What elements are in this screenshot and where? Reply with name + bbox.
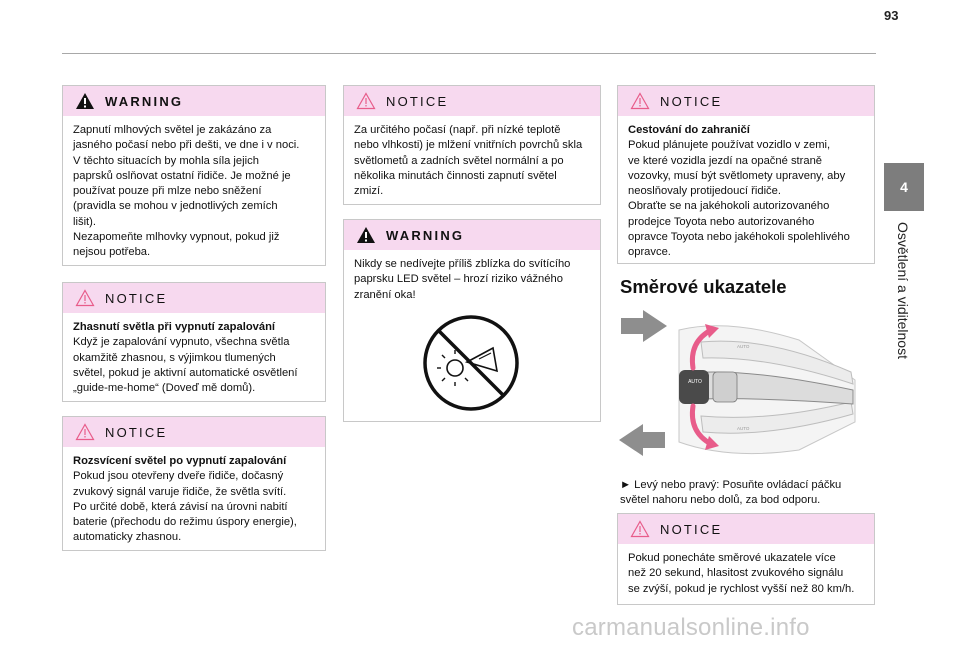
text-line: Když je zapalování vypnuto, všechna světla <box>73 336 290 349</box>
do-not-look-at-led-icon <box>421 313 521 413</box>
notice-label: NOTICE <box>386 93 449 109</box>
text-line: ► Levý nebo pravý: Posuňte ovládací páčku <box>620 479 842 491</box>
text-line: Obraťte se na jakéhokoli autorizovaného <box>628 200 830 213</box>
text-line: okamžitě zhasnou, s výjimkou tlumených <box>73 351 276 364</box>
text-line: ve které vozidla jezdí na opačné straně <box>628 154 823 167</box>
text-line: vozovky, musí být světlomety upraveny, aby <box>628 169 846 182</box>
notice-title: Zhasnutí světla při vypnutí zapalování <box>73 321 276 333</box>
notice-icon <box>75 289 95 307</box>
text-line: neoslňovaly protijedoucí řidiče. <box>628 185 781 198</box>
watermark: carmanualsonline.info <box>572 614 810 641</box>
section-title: Směrové ukazatele <box>620 276 787 297</box>
notice-text <box>618 544 874 597</box>
page-number: 93 <box>884 8 899 23</box>
notice-icon <box>356 92 376 110</box>
notice-text <box>618 116 874 261</box>
warning-header <box>344 220 600 250</box>
text-line: lišit). <box>73 215 96 228</box>
text-line: automaticky zhasnou. <box>73 531 182 544</box>
warning-box-led <box>343 219 601 422</box>
text-line: zmizí. <box>354 185 384 198</box>
notice-text <box>63 447 325 546</box>
notice-label: NOTICE <box>105 290 168 306</box>
text-line: Za určitého počasí (např. při nízké teplotě <box>354 124 561 136</box>
warning-text <box>344 250 600 303</box>
notice-box-lights-on <box>62 416 326 551</box>
notice-label: NOTICE <box>660 521 723 537</box>
text-line: se zvýší, pokud je rychlost vyšší než 80 km/h. <box>628 582 855 595</box>
lower-auto-label: AUTO <box>737 426 750 431</box>
text-line: světel, pokud je aktivní automatické osvětlení <box>73 366 298 379</box>
notice-header <box>618 514 874 544</box>
notice-header <box>344 86 600 116</box>
text-line: Po určité době, která závisí na úrovni nabití <box>73 500 288 513</box>
text-line: Nikdy se nedívejte příliš zblízka do svítícího <box>354 258 571 270</box>
text-line: „guide-me-home“ (Doveď mě domů). <box>73 382 256 395</box>
text-line: Pokud plánujete používat vozidlo v zemi, <box>628 139 831 152</box>
text-line: než 20 sekund, hlasitost zvukového signálu <box>628 567 844 580</box>
text-line: prodejce Toyota nebo autorizovaného <box>628 215 815 228</box>
notice-title: Cestování do zahraničí <box>628 124 750 136</box>
notice-header <box>63 417 325 447</box>
notice-text <box>344 116 600 199</box>
chapter-title <box>892 222 914 382</box>
text-line: nebo vlhkosti) je mlžení vnitřních povrchů skla <box>354 139 583 152</box>
text-line: nejsou potřeba. <box>73 246 151 259</box>
text-line: V těchto situacích by mohla síla jejich <box>73 154 259 167</box>
notice-text <box>63 313 325 396</box>
text-line: jasného počasí nebo při dešti, ve dne i v noci. <box>73 139 300 152</box>
stalk-auto-label: AUTO <box>688 379 702 385</box>
figure-caption <box>620 478 870 509</box>
warning-icon <box>75 92 95 110</box>
notice-header <box>618 86 874 116</box>
header-divider <box>62 53 876 54</box>
notice-label: NOTICE <box>660 93 723 109</box>
warning-label: WARNING <box>105 93 184 109</box>
notice-icon <box>75 423 95 441</box>
chapter-tab[interactable]: 4 <box>884 163 924 211</box>
notice-box-ignition-off <box>62 282 326 402</box>
text-line: používat pouze při mlze nebo sněžení <box>73 185 262 198</box>
notice-title: Rozsvícení světel po vypnutí zapalování <box>73 455 287 467</box>
warning-label: WARNING <box>386 227 465 243</box>
text-line: několika minutách činnosti zapnutí světel <box>354 169 557 182</box>
left-direction-arrow-icon <box>619 424 665 456</box>
notice-header <box>63 283 325 313</box>
text-line: opravce. <box>628 246 671 259</box>
text-line: zranění oka! <box>354 288 416 301</box>
text-line: světel nahoru nebo dolů, za bod odporu. <box>620 494 821 507</box>
upper-auto-label: AUTO <box>737 344 750 349</box>
text-line: Nezapomeňte mlhovky vypnout, pokud již <box>73 231 280 244</box>
text-line: (pravidla se mohou v jednotlivých zemích <box>73 200 278 213</box>
notice-icon <box>630 520 650 538</box>
turn-signal-stalk-illustration <box>619 310 875 460</box>
text-line: paprsku LED světel – hrozí riziko vážného <box>354 273 563 286</box>
notice-box-travel-abroad <box>617 85 875 264</box>
notice-label: NOTICE <box>105 424 168 440</box>
notice-box-indicator-sound <box>617 513 875 605</box>
warning-header <box>63 86 325 116</box>
text-line: opravce Toyota nebo jakéhokoli spolehlivého <box>628 231 850 244</box>
text-line: světlometů a zadních světel normální a po <box>354 154 564 167</box>
notice-box-condensation <box>343 85 601 205</box>
right-direction-arrow-icon <box>621 310 667 342</box>
text-line: Zapnutí mlhových světel je zakázáno za <box>73 124 272 136</box>
text-line: paprsků oslňovat ostatní řidiče. Je možné je <box>73 169 291 182</box>
text-line: baterie (přechodu do režimu úspory energie), <box>73 516 297 529</box>
warning-box-fog-lights <box>62 85 326 266</box>
notice-icon <box>630 92 650 110</box>
text-line: Pokud jsou otevřeny dveře řidiče, dočasný <box>73 470 284 483</box>
text-line: zvukový signál varuje řidiče, že světla svítí. <box>73 485 287 498</box>
text-line: Pokud ponecháte směrové ukazatele více <box>628 552 836 564</box>
warning-icon <box>356 226 376 244</box>
warning-text <box>63 116 325 261</box>
chapter-title-text: Osvětlení a viditelnost <box>895 222 911 359</box>
